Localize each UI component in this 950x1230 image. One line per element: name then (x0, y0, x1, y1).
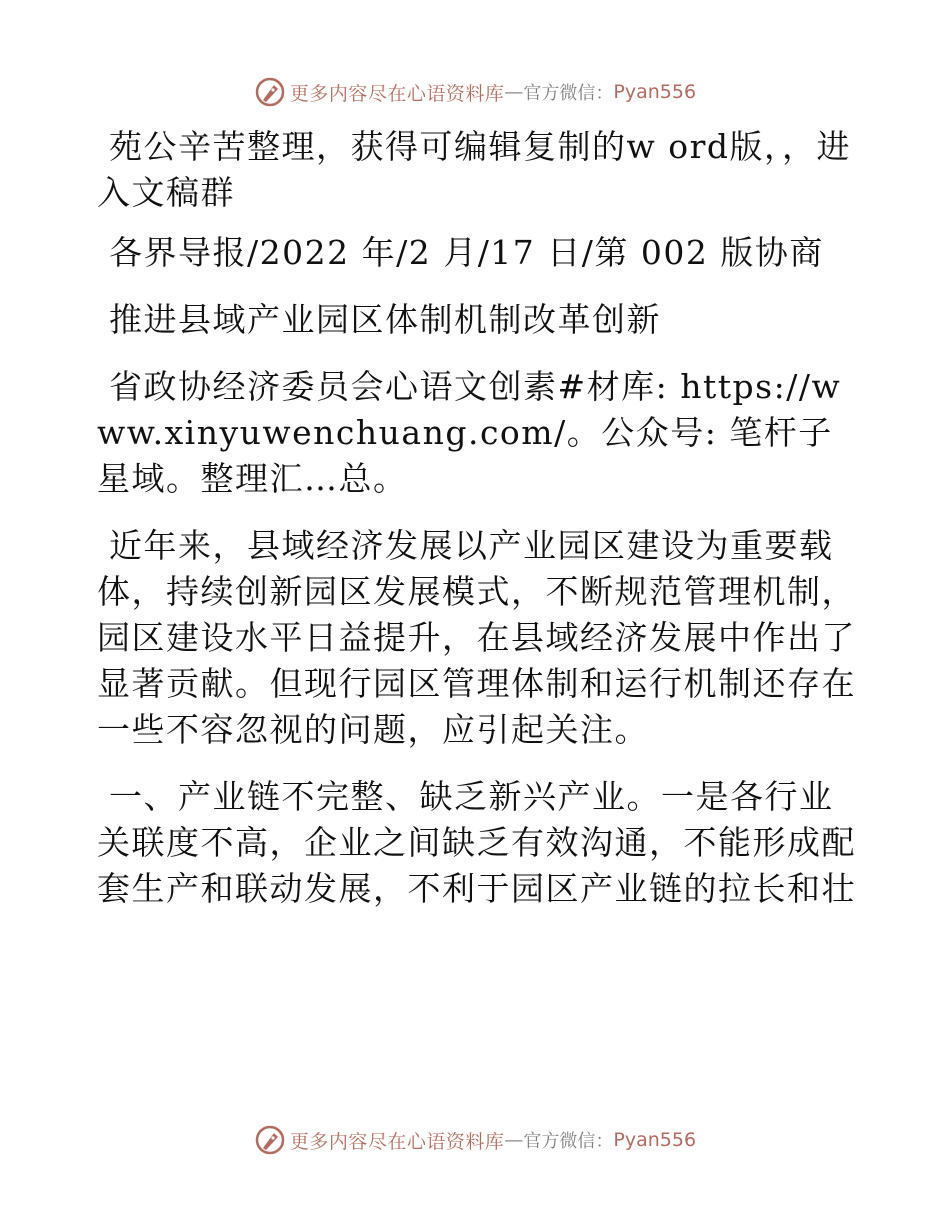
watermark-wechat-handle: Pyan556 (613, 81, 697, 103)
footer-watermark (0, 1120, 950, 1160)
body-paragraph: 近年来，县域经济发展以产业园区建设为重要载体，持续创新园区发展模式，不断规范管理机制，园区建设水平日益提升，在县域经济发展中作出了显著贡献。但现行园区管理体制和运行机制还存在一些不容忽视的问题，应引起关注。 (97, 526, 856, 749)
watermark-wechat-handle: Pyan556 (613, 1129, 697, 1151)
watermark-separator: — (504, 1129, 524, 1151)
watermark-wechat-label: 官方微信： (523, 83, 614, 104)
pen-nib-logo-icon (254, 1124, 286, 1156)
document-body (97, 124, 857, 933)
watermark-tagline: 更多内容尽在心语资料库 (289, 1130, 505, 1153)
watermark-tagline: 更多内容尽在心语资料库 (289, 82, 505, 105)
header-watermark (0, 72, 950, 112)
watermark-separator: — (504, 81, 524, 103)
source-line: 各界导报/2022 年/2 月/17 日/第 002 版协商 (109, 233, 824, 272)
article-title: 推进县域产业园区体制机制改革创新 (109, 300, 661, 339)
body-paragraph: 一、产业链不完整、缺乏新兴产业。一是各行业关联度不高，企业之间缺乏有效沟通，不能形成配套生产和联动发展，不利于园区产业链的拉长和壮 (97, 777, 856, 908)
watermark-wechat-label: 官方微信： (523, 1131, 614, 1152)
author-line: 省政协经济委员会心语文创素#材库: https://www.xinyuwenchuang.com/。公众号: 笔杆子星域。整理汇…总。 (97, 367, 842, 498)
pen-nib-logo-icon (254, 76, 286, 108)
intro-note: 苑公辛苦整理，获得可编辑复制的w ord版，，进入文稿群 (97, 127, 852, 212)
